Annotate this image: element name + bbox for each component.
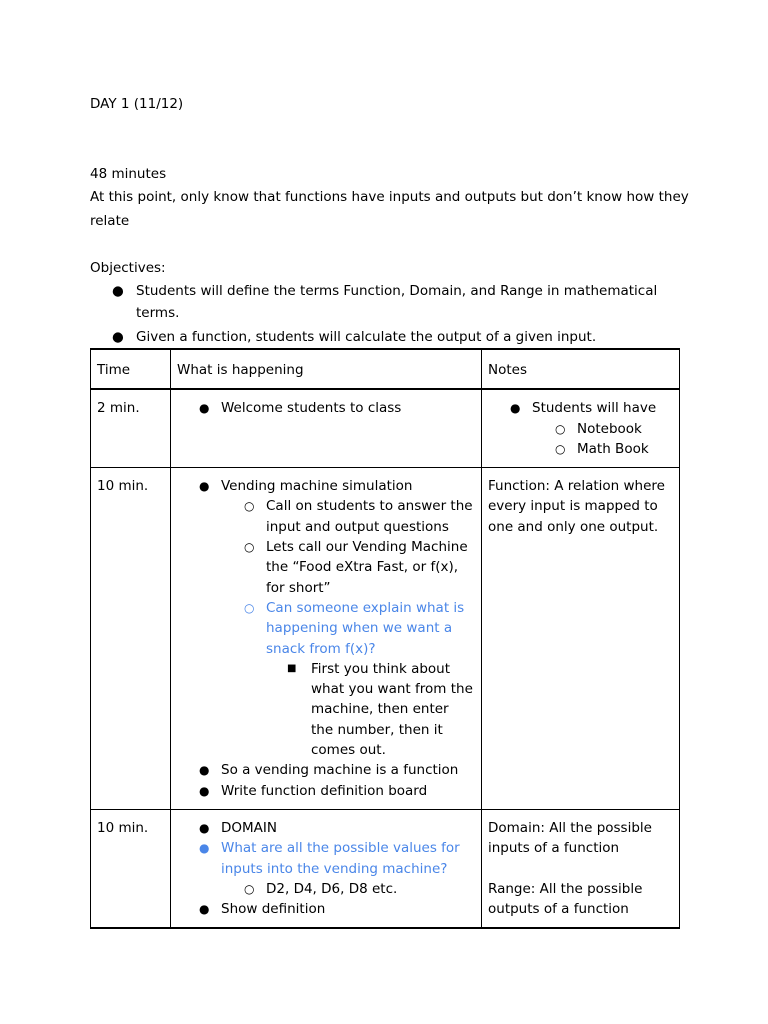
square-bullet-icon: ■: [287, 662, 297, 674]
row-happening: [171, 809, 482, 928]
circle-bullet-icon: ○: [244, 499, 255, 514]
circle-bullet-icon: ○: [244, 881, 255, 896]
list-item: ○ Lets call our Vending Machine the “Food eXtra Fast, or f(x), for short”: [244, 539, 468, 596]
row-happening: [171, 389, 482, 467]
range-definition: Range: All the possible outputs of a function: [488, 880, 643, 917]
context-line-1: At this point, only know that functions have inputs and outputs but don’t know how they: [90, 189, 689, 205]
circle-bullet-icon: ○: [244, 600, 255, 615]
table-row: [91, 809, 680, 928]
list-item: ○ Math Book: [488, 439, 673, 459]
objective-text: Students will define the terms Function, Domain, and Range in mathematical: [136, 283, 658, 299]
table-header-row: [91, 349, 680, 389]
circle-bullet-icon: ○: [555, 421, 566, 436]
bullet-icon: ●: [510, 401, 521, 416]
bullet-icon: ●: [112, 283, 124, 299]
list-item: ○ Can someone explain what is happening when we want a snack from f(x)?: [244, 599, 465, 657]
bullet-icon: ●: [199, 401, 210, 416]
bullet-icon: ●: [199, 902, 210, 917]
header-notes: Notes: [482, 349, 680, 389]
list-item: ● Vending machine simulation: [177, 476, 475, 496]
list-item: ● Write function definition board: [177, 781, 475, 801]
list-item: ● DOMAIN: [177, 818, 475, 838]
row-happening: [171, 468, 482, 810]
row-notes: [482, 468, 680, 810]
context-line-2: relate: [90, 213, 130, 229]
objective-text: Given a function, students will calculate the output of a given input.: [136, 329, 597, 345]
objective-item: [90, 326, 690, 348]
lesson-plan-table: [90, 348, 680, 929]
bullet-icon: ●: [199, 783, 210, 798]
header-time: Time: [91, 349, 171, 389]
bullet-icon: ●: [199, 479, 210, 494]
list-item: ■ First you think about what you want from the machine, then enter the number, then it comes out.: [287, 660, 473, 759]
bullet-icon: ●: [199, 763, 210, 778]
list-item: ○ Notebook: [488, 419, 673, 439]
list-item: ● So a vending machine is a function: [177, 760, 475, 780]
list-item: ○ D2, D4, D6, D8 etc.: [177, 879, 475, 899]
bullet-icon: ●: [199, 841, 210, 856]
bullet-icon: ●: [112, 329, 124, 345]
list-item: ● Students will have: [488, 398, 673, 418]
circle-bullet-icon: ○: [555, 441, 566, 456]
domain-definition: Domain: All the possible inputs of a function: [488, 819, 652, 857]
page-heading: DAY 1 (11/12): [90, 96, 184, 112]
list-item: ○ Call on students to answer the input and output questions: [244, 498, 473, 535]
row-notes: [482, 809, 680, 928]
list-item: ● Show definition: [177, 899, 475, 919]
header-happening: What is happening: [171, 349, 482, 389]
duration-text: 48 minutes: [90, 166, 167, 182]
list-item: ● What are all the possible values for inputs into the vending machine?: [199, 840, 460, 877]
circle-bullet-icon: ○: [244, 540, 255, 555]
row-time: 10 min.: [91, 809, 171, 928]
objectives-label: Objectives:: [90, 260, 166, 276]
function-definition: Function: A relation where every input is mapped to one and only one output.: [488, 478, 665, 535]
bullet-icon: ●: [199, 820, 210, 835]
row-notes: [482, 389, 680, 467]
objective-text: terms.: [136, 305, 180, 321]
objectives-list: [90, 280, 690, 348]
table-row: [91, 389, 680, 467]
row-time: 10 min.: [91, 468, 171, 810]
list-item: ● Welcome students to class: [177, 398, 475, 418]
objective-item: [90, 280, 690, 324]
table-row: [91, 468, 680, 810]
row-time: 2 min.: [91, 389, 171, 467]
